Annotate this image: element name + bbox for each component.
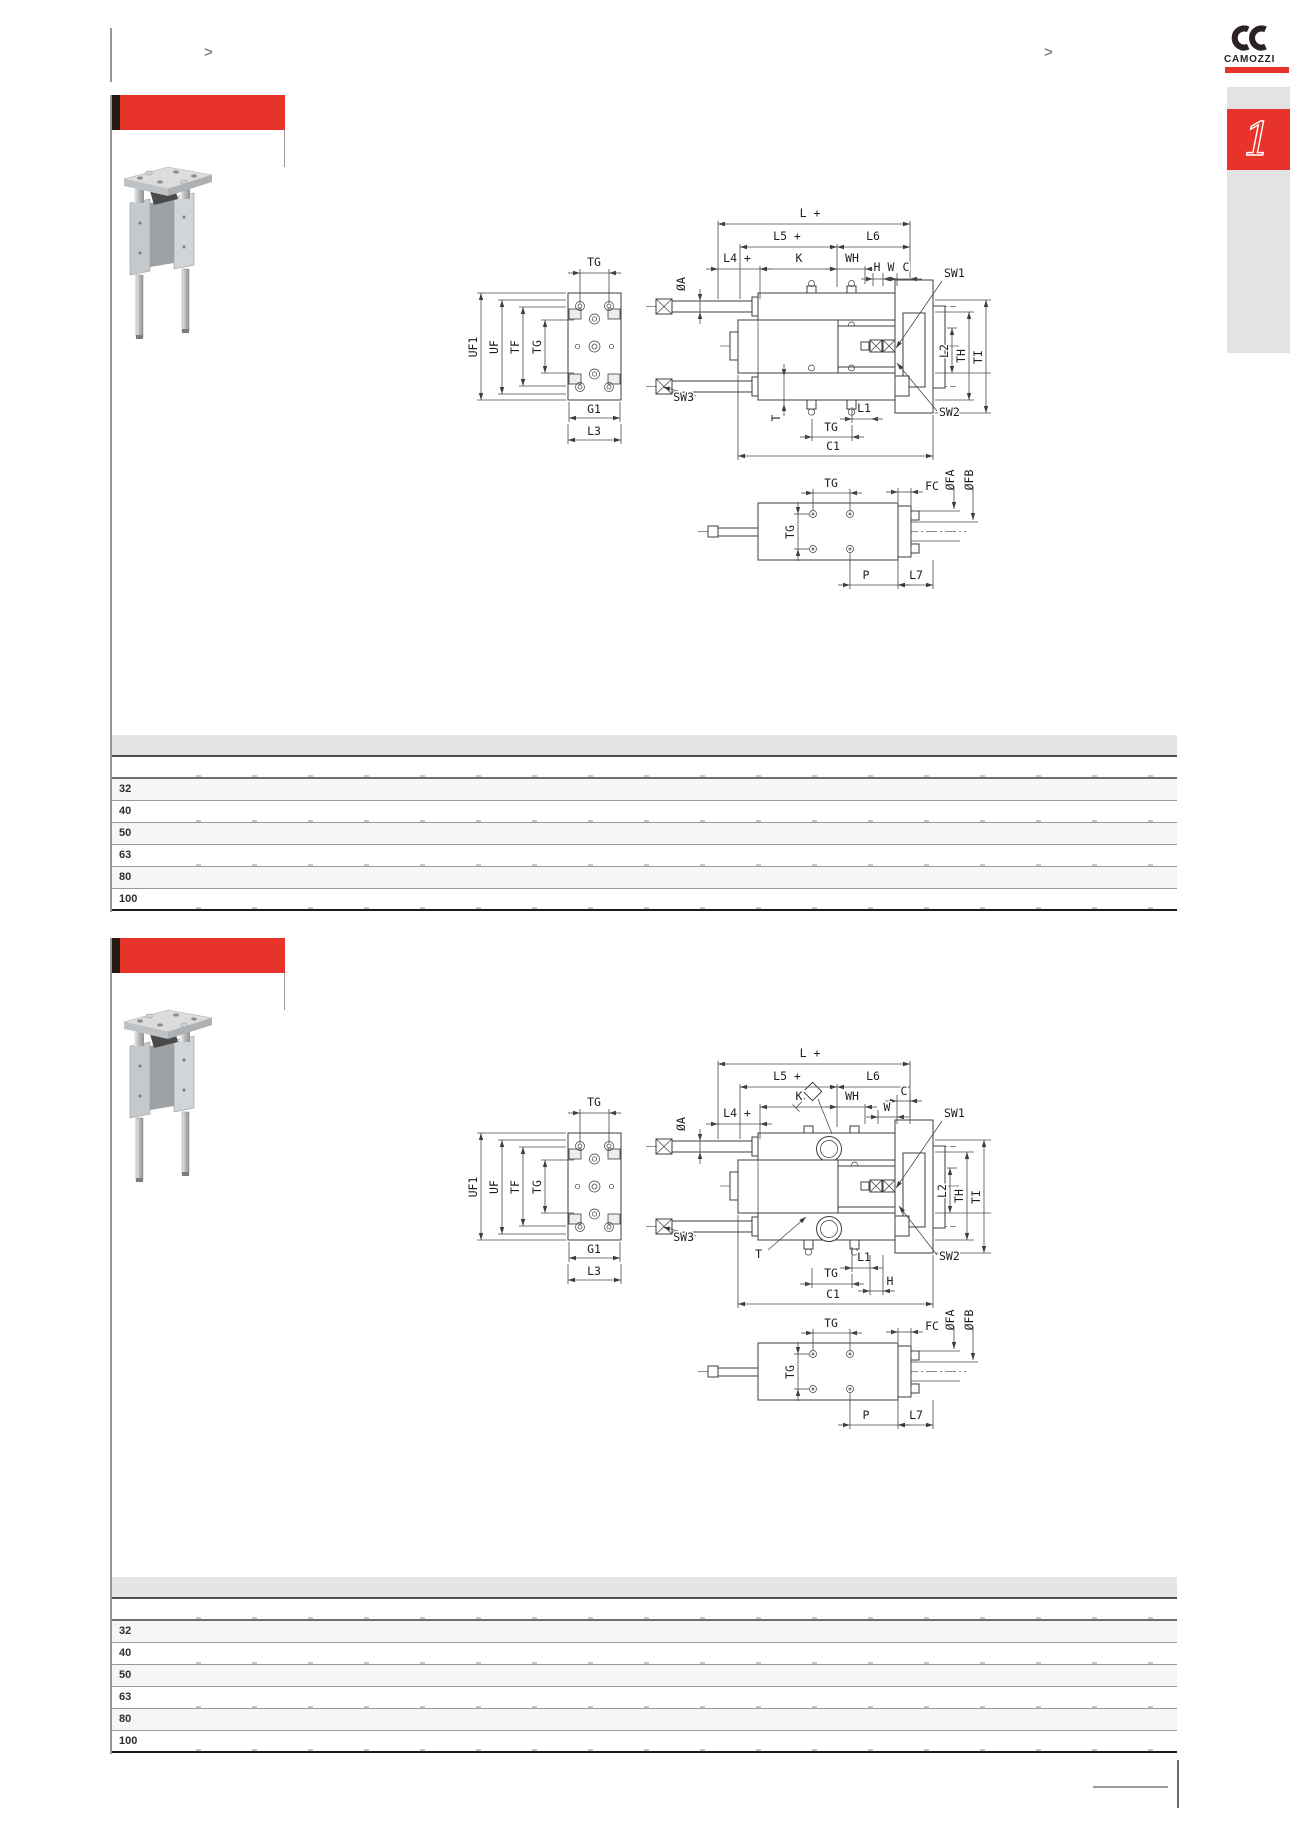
banner-stub <box>112 95 120 130</box>
svg-text:1: 1 <box>1243 112 1273 166</box>
svg-text:K: K <box>795 251 803 265</box>
product-photo <box>116 163 220 341</box>
svg-text:L4 +: L4 + <box>723 1106 751 1120</box>
svg-text:T: T <box>755 1247 762 1261</box>
svg-text:TG: TG <box>824 1266 838 1280</box>
svg-text:H: H <box>886 1274 894 1288</box>
dimension-drawing <box>400 1000 1140 1440</box>
svg-text:TG: TG <box>587 255 601 269</box>
svg-text:L2: L2 <box>935 1184 949 1198</box>
dimension-drawing <box>400 160 1140 600</box>
bore-size: 32 <box>119 1625 132 1637</box>
svg-text:TG: TG <box>783 1365 797 1379</box>
svg-text:L5 +: L5 + <box>773 1069 801 1083</box>
svg-text:C1: C1 <box>826 439 840 453</box>
svg-text:C: C <box>900 1084 908 1098</box>
svg-text:FC: FC <box>925 479 939 493</box>
table-row <box>112 1621 1177 1643</box>
svg-text:SW2: SW2 <box>939 405 960 419</box>
table-row <box>112 779 1177 801</box>
bore-size: 40 <box>119 1647 132 1659</box>
bottom-view <box>698 503 966 560</box>
svg-text:TI: TI <box>971 350 985 364</box>
svg-text:SW1: SW1 <box>944 266 965 280</box>
table-row <box>112 1731 1177 1753</box>
svg-text:ØA: ØA <box>674 277 688 291</box>
top-left-rule <box>110 28 112 82</box>
series-banner <box>112 938 285 973</box>
svg-text:L7: L7 <box>909 1408 923 1422</box>
svg-text:L3: L3 <box>587 424 601 438</box>
footer-rule <box>1093 1786 1168 1788</box>
svg-text:TF: TF <box>508 340 522 354</box>
svg-text:T: T <box>769 414 783 422</box>
svg-text:H: H <box>873 260 881 274</box>
svg-text:FC: FC <box>925 1319 939 1333</box>
svg-text:G1: G1 <box>587 402 601 416</box>
top-view <box>568 293 621 400</box>
svg-text:ØFB: ØFB <box>962 469 976 491</box>
camozzi-logo-icon <box>1230 24 1282 52</box>
svg-text:L +: L + <box>799 206 821 220</box>
dimension-table <box>112 1577 1177 1753</box>
svg-text:P: P <box>862 1408 870 1422</box>
svg-text:SW3: SW3 <box>673 390 694 404</box>
svg-text:TG: TG <box>824 420 838 434</box>
table-row <box>112 867 1177 889</box>
bore-size: 32 <box>119 783 132 795</box>
table-row <box>112 1643 1177 1665</box>
table-row <box>112 823 1177 845</box>
svg-text:L +: L + <box>799 1046 821 1060</box>
svg-text:L1: L1 <box>857 1250 871 1264</box>
svg-text:L3: L3 <box>587 1264 601 1278</box>
svg-text:C1: C1 <box>826 1287 840 1301</box>
svg-text:P: P <box>862 568 870 582</box>
table-row <box>112 1687 1177 1709</box>
series-banner <box>112 95 285 130</box>
svg-text:UF: UF <box>487 340 501 354</box>
bore-size: 63 <box>119 849 132 861</box>
table-units-row <box>112 757 1177 779</box>
svg-text:UF1: UF1 <box>466 336 480 358</box>
svg-text:W: W <box>883 1100 891 1114</box>
svg-text:ØA: ØA <box>674 1117 688 1131</box>
svg-text:UF: UF <box>487 1180 501 1194</box>
bore-size: 100 <box>119 893 138 905</box>
top-view <box>568 1133 621 1240</box>
svg-text:G1: G1 <box>587 1242 601 1256</box>
svg-text:TG: TG <box>783 525 797 539</box>
logo-red-rule <box>1225 67 1289 73</box>
svg-text:SW3: SW3 <box>673 1230 694 1244</box>
svg-text:ØFA: ØFA <box>943 469 957 491</box>
svg-text:SW1: SW1 <box>944 1106 965 1120</box>
svg-text:L5 +: L5 + <box>773 229 801 243</box>
svg-text:L6: L6 <box>866 1069 880 1083</box>
breadcrumb-right-chevron-icon: > <box>1044 44 1053 61</box>
svg-text:SW2: SW2 <box>939 1249 960 1263</box>
bore-size: 50 <box>119 1669 132 1681</box>
svg-text:TF: TF <box>508 1180 522 1194</box>
footer-crop-mark <box>1177 1760 1179 1808</box>
svg-text:L6: L6 <box>866 229 880 243</box>
svg-text:TH: TH <box>952 1189 966 1203</box>
svg-text:L1: L1 <box>857 401 871 415</box>
logo-wordmark: CAMOZZI <box>1224 54 1276 65</box>
bore-size: 100 <box>119 1735 138 1747</box>
svg-text:UF1: UF1 <box>466 1176 480 1198</box>
svg-text:L7: L7 <box>909 568 923 582</box>
product-photo <box>116 1006 220 1184</box>
svg-text:WH: WH <box>845 251 859 265</box>
bottom-view <box>698 1343 966 1400</box>
bore-size: 50 <box>119 827 132 839</box>
table-header-band <box>112 1577 1177 1599</box>
banner-stub <box>112 938 120 973</box>
svg-text:ØFA: ØFA <box>943 1309 957 1331</box>
svg-text:TH: TH <box>954 349 968 363</box>
svg-text:WH: WH <box>845 1089 859 1103</box>
table-units-row <box>112 1599 1177 1621</box>
svg-text:TG: TG <box>587 1095 601 1109</box>
bore-size: 63 <box>119 1691 132 1703</box>
table-row <box>112 801 1177 823</box>
svg-text:C: C <box>902 260 910 274</box>
banner-right-rule <box>284 130 285 167</box>
table-header-band <box>112 735 1177 757</box>
table-row <box>112 889 1177 911</box>
svg-text:TG: TG <box>824 476 838 490</box>
bore-size: 80 <box>119 1713 132 1725</box>
table-row <box>112 1709 1177 1731</box>
svg-text:TG: TG <box>530 340 544 354</box>
dimension-table <box>112 735 1177 911</box>
svg-text:L4 +: L4 + <box>723 251 751 265</box>
bore-size: 80 <box>119 871 132 883</box>
svg-text:TI: TI <box>969 1190 983 1204</box>
svg-text:L2: L2 <box>937 344 951 358</box>
svg-text:K: K <box>795 1089 803 1103</box>
series-section-2 <box>0 938 1300 1755</box>
table-row <box>112 845 1177 867</box>
series-section-1 <box>0 95 1300 912</box>
svg-text:TG: TG <box>530 1180 544 1194</box>
svg-text:TG: TG <box>824 1316 838 1330</box>
svg-text:W: W <box>887 260 895 274</box>
breadcrumb-left-chevron-icon: > <box>204 44 213 61</box>
bore-size: 40 <box>119 805 132 817</box>
table-row <box>112 1665 1177 1687</box>
svg-text:ØFB: ØFB <box>962 1309 976 1331</box>
banner-right-rule <box>284 973 285 1010</box>
